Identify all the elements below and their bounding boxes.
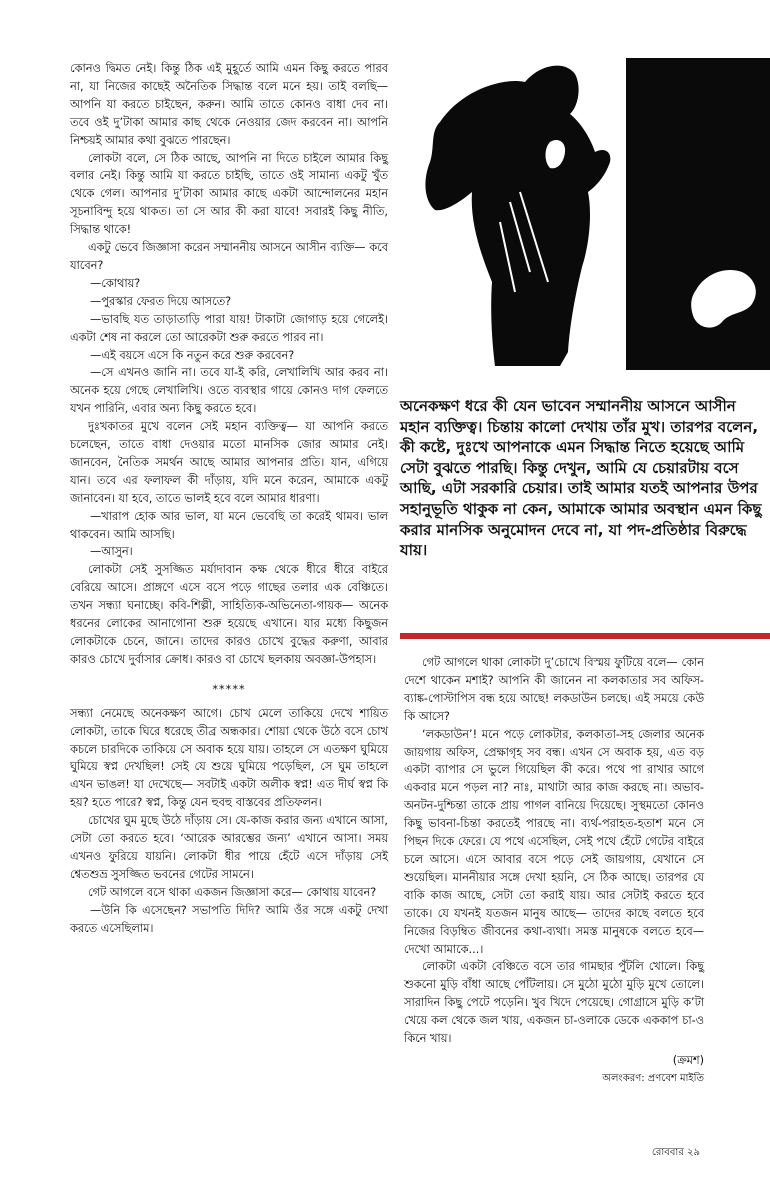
paragraph: লোকটা বলে, সে ঠিক আছে, আপনি না দিতে চাইলে আমার কিছু বলার নেই। কিন্তু আমি যা করতে চাইছি, তাতে ওই সামান্য একটু খুঁত থেকে গেল। আপনার দু’টাকা আমার কাছে একটা আন্দোলনের মহান সূচনাবিন্দু হয়ে থাকত। তা সে আর কী করা যাবে! সবারই কিছু নীতি, সিদ্ধান্ত থাকে! — [70, 151, 388, 237]
paragraph: সন্ধ্যা নেমেছে অনেকক্ষণ আগে। চোখ মেলে তাকিয়ে দেখে শায়িত লোকটা, তাকে ঘিরে ধরেছে তীব্র অন্ধকার। শোয়া থেকে উঠে বসে চোখ কচলে চারদিকে তাকিয়ে সে অবাক হয়ে যায়। তাহলে সে এতক্ষণ ঘুমিয়ে ঘুমিয়ে স্বপ্ন দেখছিল! সেই যে শুয়ে ঘুমিয়ে পড়েছিল, সে ঘুম তাহলে এখন ভাঙল! যা দেখেছে— সবটাই একটা অলীক স্বপ্ন! এত দীর্ঘ স্বপ্ন কি হয়? হতে পারে? স্বপ্ন, কিন্তু যেন হুবহু বাস্তবের প্রতিফলন। — [70, 706, 388, 810]
paragraph: দুঃখকাতর মুখে বলেন সেই মহান ব্যক্তিত্ব— যা আপনি করতে চলেছেন, তাতে বাধা দেওয়ার মতো মানসিক জোর আমার নেই। জানবেন, নৈতিক সমর্থন আছে আমার আপনার প্রতি। যান, এগিয়ে যান। তবে এর ফলাফল কী দাঁড়ায়, যদি মনে করেন, আমাকে একটু জানাবেন। যা হবে, তাতে ভালই হবে বলে আমার ধারণা। — [70, 420, 388, 505]
serial-note: (ক্রমশ) — [672, 1053, 704, 1067]
paragraph: চোখের ঘুম মুছে উঠে দাঁড়ায় সে। যে-কাজ করার জন্য এখানে আসা, সেটা তো করতে হবে। ‘আরেক আরম্ভের জন্য’ এখানে আসা। সময় এখনও ফুরিয়ে যায়নি। লোকটা ধীর পায়ে হেঁটে এসে দাঁড়ায় সেই শ্বেতশুভ্র সুসজ্জিত ভবনের গেটের সামনে। — [70, 814, 388, 881]
dialogue-line: —উনি কি এসেছেন? সভাপতি দিদি? আমি ওঁর সঙ্গে একটু দেখা করতে এসেছিলাম। — [70, 903, 388, 935]
paragraph: গেট আগলে বসে থাকা একজন জিজ্ঞাসা করে— কোথায় যাবেন? — [88, 885, 377, 899]
dialogue-line: —সে এখনও জানি না। তবে যা-ই করি, লেখালিখি আর করব না। অনেক হয়ে গেছে লেখালিখি। ওতে ব্যবস্থার গায়ে কোনও দাগ ফেলতে যখন পারিনি, এবার অন্য কিছু করতে হবে। — [70, 366, 388, 416]
pull-quote: অনেকক্ষণ ধরে কী যেন ভাবেন সম্মাননীয় আসনে আসীন মহান ব্যক্তিত্ব। চিন্তায় কালো দেখায় তাঁর মুখ। তারপর বলেন, কী কষ্টে, দুঃখে আপনাকে এমন সিদ্ধান্ত নিতে হয়েছে আমি সেটা বুঝতে পারছি। কিন্তু দেখুন, আমি যে চেয়ারটায় বসে আছি, এটা সরকারি চেয়ার। তাই আমার যতই আপনার উপর সহানুভূতি থাকুক না কেন, আমাকে আমার অবস্থান এমন কিছু করার মানসিক অনুমোদন দেবে না, যা পদ-প্রতিষ্ঠার বিরুদ্ধে যায়। — [400, 397, 762, 560]
left-column — [70, 60, 388, 938]
dialogue-line: —কোথায়? — [90, 276, 141, 290]
accent-rule — [400, 633, 770, 639]
illustration-figure-silhouette — [425, 66, 610, 366]
paragraph: লোকটা সেই সুসজ্জিত মর্যাদাবান কক্ষ থেকে ধীরে ধীরে বাইরে বেরিয়ে আসে। প্রাঙ্গণে এসে বসে পড়ে গাছের তলার এক বেঞ্চিতে। তখন সন্ধ্যা ঘনাচ্ছে। কবি-শিল্পী, সাহিত্যিক-অভিনেতা-গায়ক— অনেক ধরনের লোকের আনাগোনা শুরু হয়েছে এখানে। যার মধ্যে কিছুজন লোকটাকে চেনে, জানে। তাদের কারও চোখে বুদ্ধের করুণা, আবার কারও চোখে দুর্বাসার ক্রোধ। কারও বা চোখে ছলকায় অবজ্ঞা-উপহাস। — [70, 563, 388, 666]
page-footer: রোববার ২৯ — [651, 1147, 700, 1158]
story-illustration — [400, 52, 770, 370]
dialogue-line: —খারাপ হোক আর ভাল, যা মনে ভেবেছি তা করেই থামব। ভাল থাকবেন। আমি আসছি। — [70, 509, 388, 541]
paragraph: একটু ভেবে জিজ্ঞাসা করেন সম্মাননীয় আসনে আসীন ব্যক্তি— কবে যাবেন? — [70, 241, 388, 272]
dialogue-line: —পুরস্কার ফেরত দিয়ে আসতে? — [90, 294, 232, 308]
illustration-credit: অলংকরণ: প্রণবেশ মাইতি — [602, 1072, 704, 1084]
right-column — [404, 654, 704, 1088]
paragraph: গেট আগলে থাকা লোকটা দু’চোখে বিস্ময় ফুটিয়ে বলে— কোন দেশে থাকেন মশাই? আপনি কী জানেন না কলকাতার সব অফিস-ব্যাঙ্ক-পোস্টাপিস বন্ধ হয়ে আছে! লকডাউন চলছে। এই সময়ে কেউ কি আসে? — [404, 656, 704, 723]
paragraph: ‘লকডাউন’! মনে পড়ে লোকটার, কলকাতা-সহ জেলার অনেক জায়গায় অফিস, প্রেক্ষাগৃহ সব বন্ধ। এখন সে অবাক হয়, এত বড় একটা ব্যাপার সে ভুলে গিয়েছিল কী করে। পথে পা রাখার আগে একবার মনে পড়ল না? নাঃ, মাথাটা আর কাজ করছে না। অভাব-অনটন-দুশ্চিন্তা তাকে প্রায় পাগল বানিয়ে দিয়েছে। সুস্থমতো কোনও কিছু ভাবনা-চিন্তা করতেই পারছে না। ব্যর্থ-পরাহত-হতাশ মনে সে পিছন দিকে ফেরে। যে পথে এসেছিল, সেই পথে হেঁটে গেটের বাইরে চলে আসে। এসে আবার বসে পড়ে সেই জায়গায়, যেখানে সে শুয়েছিল। মাননীয়ার সঙ্গে দেখা হয়নি, সে ঠিক আছে। তারপর যে বাকি কাজ আছে, সেটা তো করাই যায়। আর সেটাই করতে হবে তাকে। যে যখনই যতজন মানুষ আছে— তাদের কাছে বলতে হবে নিজের বিড়ম্বিত জীবনের কথা-ব্যথা। সমস্ত মানুষকে বলতে হবে— দেখো আমাকে...। — [404, 727, 704, 956]
paragraph: লোকটা একটা বেঞ্চিতে বসে তার গামছার পুঁটলি খোলে। কিছু শুকনো মুড়ি বাঁধা আছে পোঁটলায়। সে মুঠো মুঠো মুড়ি মুখে তোলে। সারাদিন কিছু পেটে পড়েনি। খুব খিদে পেয়েছে। গোগ্রাসে মুড়ি ক’টা খেয়ে কল থেকে জল খায়, একজন চা-ওলাকে ডেকে এককাপ চা-ও কিনে খায়। — [404, 960, 704, 1046]
dialogue-line: —এই বয়সে এসে কি নতুন করে শুরু করবেন? — [90, 348, 295, 362]
paragraph: কোনও দ্বিমত নেই। কিন্তু ঠিক এই মুহূর্তে আমি এমন কিছু করতে পারব না, যা নিজের কাছেই অনৈতিক সিদ্ধান্ত বলে মনে হয়। তাই বলছি— আপনি যা করতে চাইছেন, করুন। আমি তাতে কোনও বাধা দেব না। তবে ওই দু’টাকা আমার কাছ থেকে নেওয়ার জেদ করবেন না। আপনি নিশ্চয়ই আমার কথা বুঝতে পারছেন। — [70, 62, 388, 147]
dialogue-line: —আসুন। — [90, 545, 133, 559]
section-separator: ***** — [212, 682, 246, 696]
dialogue-line: —ভাবছি যত তাড়াতাড়ি পারা যায়! টাকাটা জোগাড় হয়ে গেলেই। একটা শেষ না করলে তো আরেকটা শুরু করতে পারব না। — [70, 312, 388, 344]
